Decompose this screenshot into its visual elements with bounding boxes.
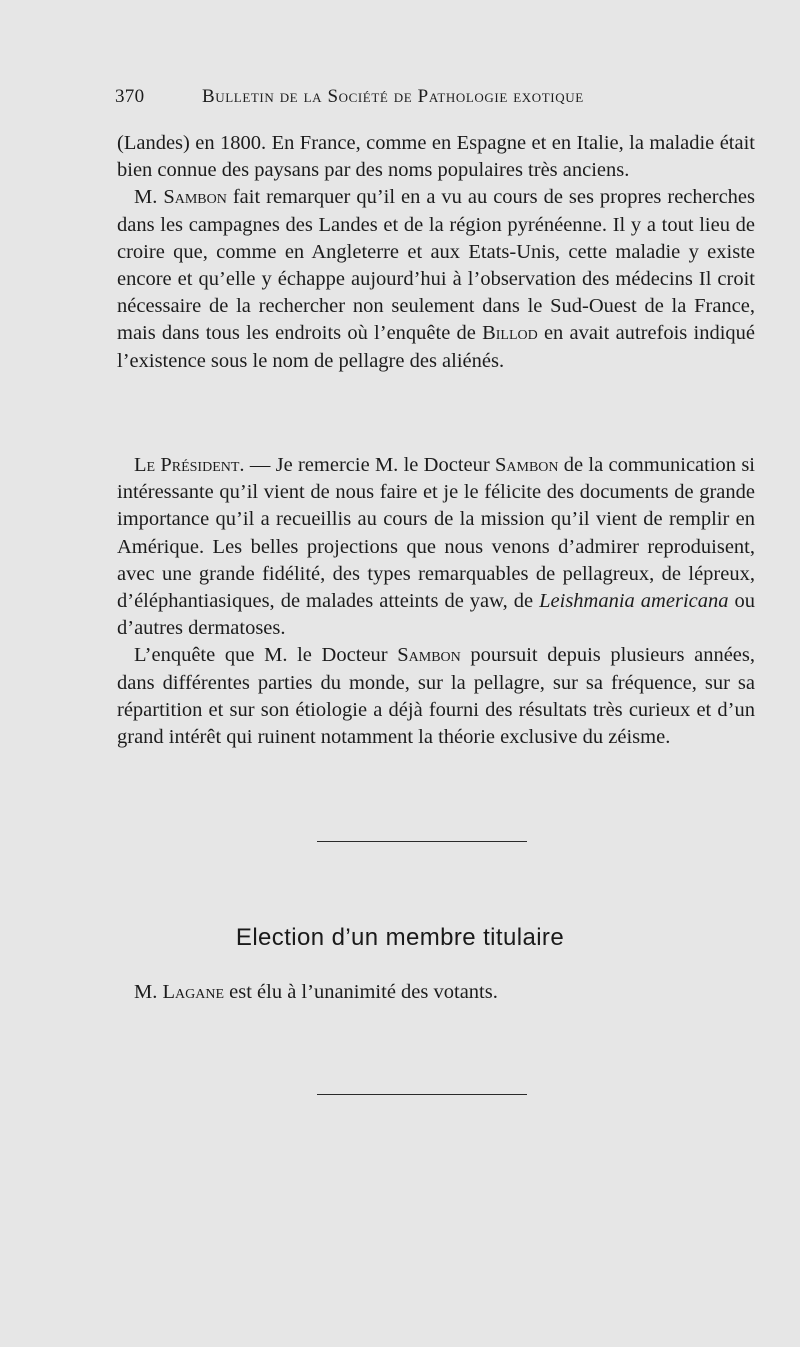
- election-block: [117, 979, 755, 1006]
- author-name: M. Sambon: [134, 186, 227, 209]
- italic-term: Leishmania americana: [539, 590, 729, 613]
- text-run: M.: [134, 981, 163, 1003]
- member-name: Lagane: [162, 981, 224, 1003]
- author-name: Billod: [482, 322, 538, 345]
- text-run: ou d’autres dermatoses.: [117, 590, 755, 640]
- text-run: poursuit depuis plusieurs années, dans différentes parties du monde, sur la pellagre, sur sa fréquence, sur sa répartition et sur son étiologie a déjà fourni des résultats très curieux et d’un grand intérêt qui ruinent notamment la théorie exclusive du zéisme.: [117, 644, 756, 749]
- section-divider: [317, 1094, 527, 1095]
- section-divider: [317, 841, 527, 842]
- page-header: [115, 86, 670, 108]
- text-run: de la communication si intéressante qu’il vient de nous faire et je le félicite des documents de grande importance qu’il a recueillis au cours de la mission qu’il vient de remplir en Amérique. Les belles projections que nous venons d’admirer reproduisent, avec une grande fidélité, des types remarquables de pellagreux, de lépreux, d’éléphantiasiques, de malades atteints de yaw, de: [117, 454, 755, 613]
- text-run: fait remarquer qu’il en a vu au cours de ses propres recherches dans les campagnes des Landes et de la région pyrénéenne. Il y a tout lieu de croire que, comme en Angleterre et aux Etats-Unis, cette maladie y existe encore et qu’elle y échappe aujourd’hui à l’observation des médecins Il croit nécessaire de la rechercher non seulement dans le Sud-Ouest de la France, mais dans tous les endroits où l’enquête de: [117, 186, 756, 345]
- running-title: Bulletin de la Société de Pathologie exotique: [202, 86, 584, 107]
- speaker-name: Le Président.: [134, 454, 245, 476]
- page-number: 370: [115, 86, 145, 107]
- paragraph: [117, 979, 755, 1006]
- text-block-sambon-remarks: [117, 130, 755, 375]
- paragraph: [117, 452, 755, 642]
- paragraph: [117, 642, 755, 751]
- paragraph: (Landes) en 1800. En France, comme en Espagne et en Italie, la maladie était bien connue des paysans par des noms populaires très anciens.: [117, 132, 755, 182]
- author-name: Sambon: [397, 644, 461, 667]
- text-run: est élu à l’unanimité des votants.: [224, 981, 498, 1003]
- text-block-president: [117, 452, 755, 751]
- text-run: — Je remercie M. le Docteur: [244, 454, 495, 476]
- paragraph: [117, 184, 755, 374]
- text-run: en avait autrefois indiqué l’existence sous le nom de pellagre des aliénés.: [117, 322, 755, 372]
- author-name: Sambon: [494, 454, 559, 476]
- section-title: Election d’un membre titulaire: [235, 924, 565, 951]
- text-run: L’enquête que M. le Docteur: [134, 644, 398, 667]
